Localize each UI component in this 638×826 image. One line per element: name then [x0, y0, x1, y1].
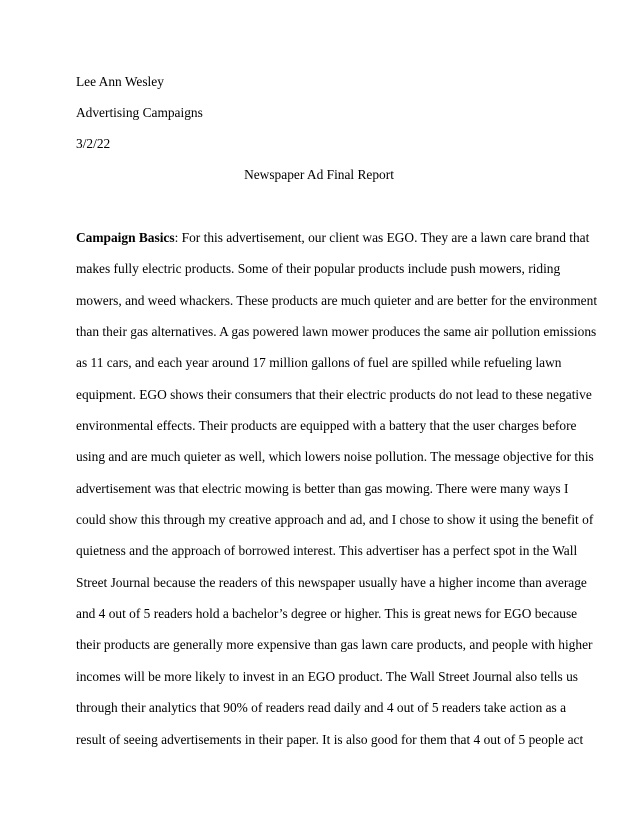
paragraph-line: and 4 out of 5 readers hold a bachelor’s degree or higher. This is great news for EGO because [76, 606, 578, 622]
paragraph-line: environmental effects. Their products are equipped with a battery that the user charges before [76, 418, 577, 434]
course-name: Advertising Campaigns [76, 105, 203, 120]
paragraph-line: mowers, and weed whackers. These products are much quieter and are better for the environment [76, 292, 598, 308]
paragraph-line: makes fully electric products. Some of their popular products include push mowers, riding [76, 261, 561, 277]
campaign-basics-paragraph [76, 222, 598, 755]
document-title: Newspaper Ad Final Report [244, 167, 394, 182]
paragraph-line: Street Journal because the readers of this newspaper usually have a higher income than average [76, 574, 587, 590]
paragraph-line: result of seeing advertisements in their paper. It is also good for them that 4 out of 5 people act [76, 731, 584, 747]
document-date: 3/2/22 [76, 136, 111, 151]
paragraph-line: advertisement was that electric mowing is better than gas mowing. There were many ways I [76, 480, 569, 496]
paragraph-line: equipment. EGO shows their consumers that their electric products do not lead to these negative [76, 386, 592, 402]
author-name: Lee Ann Wesley [76, 74, 164, 89]
paragraph-line: through their analytics that 90% of readers read daily and 4 out of 5 readers take action as a [76, 700, 567, 716]
paragraph-line: could show this through my creative approach and ad, and I chose to show it using the benefit of [76, 512, 594, 528]
paragraph-line: incomes will be more likely to invest in an EGO product. The Wall Street Journal also tells us [76, 668, 578, 684]
paragraph-line-text: : For this advertisement, our client was EGO. They are a lawn care brand that [174, 230, 590, 245]
paragraph-line: their products are generally more expensive than gas lawn care products, and people with higher [76, 637, 593, 653]
section-heading: Campaign Basics [76, 230, 175, 245]
paragraph-line: than their gas alternatives. A gas powered lawn mower produces the same air pollution emissions [76, 324, 597, 340]
paragraph-line: as 11 cars, and each year around 17 million gallons of fuel are spilled while refueling lawn [76, 355, 562, 371]
paragraph-line: quietness and the approach of borrowed interest. This advertiser has a perfect spot in the Wall [76, 543, 578, 559]
paragraph-line [76, 222, 590, 253]
paragraph-line: using and are much quieter as well, which lowers noise pollution. The message objective for this [76, 449, 594, 465]
